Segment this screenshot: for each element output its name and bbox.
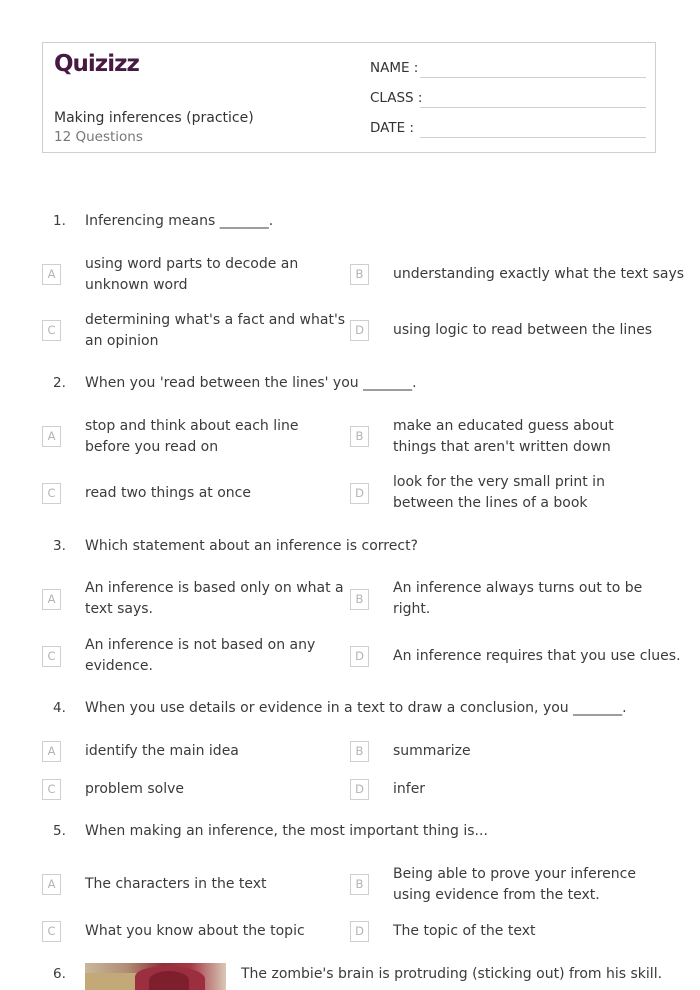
date-field <box>370 120 414 136</box>
date-label: DATE : <box>370 120 414 136</box>
option-text: An inference requires that you use clues. <box>393 648 681 664</box>
option-text: determining what's a fact and what's an opinion <box>85 312 346 349</box>
option-letter-box: B <box>350 264 369 285</box>
class-field <box>370 90 422 106</box>
option-letter-box: A <box>42 874 61 895</box>
question-text: Inferencing means _______. <box>85 213 274 229</box>
option-letter-box: A <box>42 741 61 762</box>
option-text: using logic to read between the lines <box>393 322 653 338</box>
option-text: look for the very small print in between the lines of a book <box>393 474 605 511</box>
question-text: When you use details or evidence in a text to draw a conclusion, you _______. <box>85 700 627 716</box>
question-text: Which statement about an inference is correct? <box>85 538 418 554</box>
option-letter-box: D <box>350 779 369 800</box>
option-letter-box: B <box>350 426 369 447</box>
option-text: problem solve <box>85 781 185 797</box>
option-text: identify the main idea <box>85 743 239 759</box>
option-text: An inference always turns out to be right. <box>393 580 643 617</box>
option-letter-box: B <box>350 589 369 610</box>
question-image <box>85 963 226 990</box>
class-line <box>420 107 646 108</box>
option-text: The topic of the text <box>393 923 536 939</box>
option-letter-box: D <box>350 320 369 341</box>
option-letter-box: C <box>42 320 61 341</box>
option-letter-box: C <box>42 921 61 942</box>
option-letter-box: C <box>42 483 61 504</box>
option-text: using word parts to decode an unknown word <box>85 256 299 293</box>
option-letter-box: A <box>42 426 61 447</box>
worksheet-title: Making inferences (practice) <box>54 110 254 126</box>
name-field <box>370 60 418 76</box>
option-letter-box: A <box>42 264 61 285</box>
question-number: 1. <box>53 213 66 229</box>
option-letter-box: B <box>350 874 369 895</box>
question-number: 6. <box>53 966 66 982</box>
option-letter-box: C <box>42 779 61 800</box>
option-text: summarize <box>393 743 471 759</box>
option-text: The characters in the text <box>85 876 267 892</box>
name-label: NAME : <box>370 60 419 76</box>
date-line <box>420 137 646 138</box>
question-number: 4. <box>53 700 66 716</box>
question-number: 3. <box>53 538 66 554</box>
class-label: CLASS : <box>370 90 423 106</box>
worksheet-header <box>42 42 656 153</box>
option-letter-box: B <box>350 741 369 762</box>
question-text: When you 'read between the lines' you _______. <box>85 375 417 391</box>
question-count: 12 Questions <box>54 129 143 145</box>
question-text: When making an inference, the most important thing is... <box>85 823 488 839</box>
question-number: 5. <box>53 823 66 839</box>
option-text: What you know about the topic <box>85 923 305 939</box>
option-text: An inference is not based on any evidence. <box>85 637 316 674</box>
option-letter-box: A <box>42 589 61 610</box>
option-text: Being able to prove your inference using evidence from the text. <box>393 866 636 903</box>
question-text: The zombie's brain is protruding (sticking out) from his skill. <box>241 966 663 982</box>
option-text: read two things at once <box>85 485 251 501</box>
image-brain-shadow <box>149 971 189 990</box>
option-text: stop and think about each line before you read on <box>85 418 299 455</box>
name-line <box>420 77 646 78</box>
option-letter-box: D <box>350 646 369 667</box>
option-text: An inference is based only on what a text says. <box>85 580 344 617</box>
image-ground <box>85 973 140 990</box>
option-text: infer <box>393 781 426 797</box>
option-text: make an educated guess about things that aren't written down <box>393 418 614 455</box>
option-letter-box: C <box>42 646 61 667</box>
option-letter-box: D <box>350 921 369 942</box>
question-number: 2. <box>53 375 66 391</box>
option-letter-box: D <box>350 483 369 504</box>
option-text: understanding exactly what the text says <box>393 266 685 282</box>
quizizz-logo: Quizizz <box>54 51 139 77</box>
